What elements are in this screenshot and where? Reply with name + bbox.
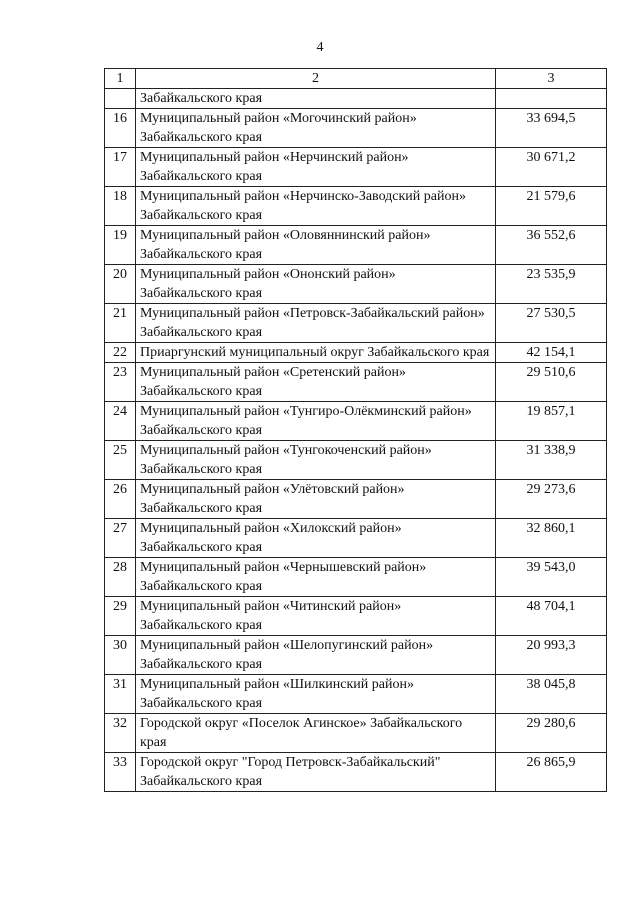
page-number: 4 <box>316 40 324 55</box>
municipality-name: Муниципальный район «Тунгиро-Олёкминский район» Забайкальского края <box>136 402 496 441</box>
continuation-row <box>105 89 607 109</box>
table-row <box>105 402 607 441</box>
row-number: 19 <box>105 226 136 265</box>
amount-value: 23 535,9 <box>496 265 607 304</box>
row-number: 29 <box>105 597 136 636</box>
row-number: 30 <box>105 636 136 675</box>
column-header-3: 3 <box>496 69 607 89</box>
table-header-row <box>105 69 607 89</box>
table-row <box>105 558 607 597</box>
municipality-name: Муниципальный район «Улётовский район» Забайкальского края <box>136 480 496 519</box>
amount-value: 36 552,6 <box>496 226 607 265</box>
municipality-name: Городской округ «Поселок Агинское» Забайкальского края <box>136 714 496 753</box>
table-row <box>105 265 607 304</box>
municipality-name: Муниципальный район «Чернышевский район» Забайкальского края <box>136 558 496 597</box>
table-row <box>105 519 607 558</box>
row-number: 16 <box>105 109 136 148</box>
municipality-name: Муниципальный район «Шилкинский район» Забайкальского края <box>136 675 496 714</box>
municipality-name: Городской округ "Город Петровск-Забайкальский" Забайкальского края <box>136 753 496 792</box>
table-row <box>105 675 607 714</box>
municipality-name: Муниципальный район «Нерчинско-Заводский район» Забайкальского края <box>136 187 496 226</box>
municipality-name: Муниципальный район «Могочинский район» Забайкальского края <box>136 109 496 148</box>
table-row <box>105 363 607 402</box>
table-row <box>105 441 607 480</box>
municipality-name: Муниципальный район «Хилокский район» Забайкальского края <box>136 519 496 558</box>
table-row <box>105 480 607 519</box>
budget-table <box>104 68 607 792</box>
amount-value: 29 510,6 <box>496 363 607 402</box>
row-number: 21 <box>105 304 136 343</box>
table-row <box>105 187 607 226</box>
row-number: 17 <box>105 148 136 187</box>
row-number: 28 <box>105 558 136 597</box>
row-number: 23 <box>105 363 136 402</box>
amount-value: 42 154,1 <box>496 343 607 363</box>
continuation-name-cell: Забайкальского края <box>136 89 496 109</box>
row-number: 27 <box>105 519 136 558</box>
amount-value: 29 273,6 <box>496 480 607 519</box>
amount-value: 21 579,6 <box>496 187 607 226</box>
continuation-num-cell <box>105 89 136 109</box>
table-row <box>105 343 607 363</box>
table-row <box>105 226 607 265</box>
municipality-name: Муниципальный район «Тунгокоченский район» Забайкальского края <box>136 441 496 480</box>
row-number: 31 <box>105 675 136 714</box>
table-row <box>105 304 607 343</box>
row-number: 24 <box>105 402 136 441</box>
municipality-name: Муниципальный район «Сретенский район» Забайкальского края <box>136 363 496 402</box>
amount-value: 29 280,6 <box>496 714 607 753</box>
municipality-name: Муниципальный район «Читинский район» Забайкальского края <box>136 597 496 636</box>
amount-value: 33 694,5 <box>496 109 607 148</box>
municipality-name: Муниципальный район «Нерчинский район» Забайкальского края <box>136 148 496 187</box>
table-body <box>105 69 607 792</box>
table-row <box>105 597 607 636</box>
table-row <box>105 714 607 753</box>
amount-value: 39 543,0 <box>496 558 607 597</box>
table-row <box>105 109 607 148</box>
row-number: 32 <box>105 714 136 753</box>
column-header-1: 1 <box>105 69 136 89</box>
amount-value: 48 704,1 <box>496 597 607 636</box>
amount-value: 20 993,3 <box>496 636 607 675</box>
amount-value: 26 865,9 <box>496 753 607 792</box>
amount-value: 38 045,8 <box>496 675 607 714</box>
row-number: 22 <box>105 343 136 363</box>
table-row <box>105 636 607 675</box>
amount-value: 27 530,5 <box>496 304 607 343</box>
row-number: 26 <box>105 480 136 519</box>
municipality-name: Приаргунский муниципальный округ Забайкальского края <box>136 343 496 363</box>
continuation-value-cell <box>496 89 607 109</box>
column-header-2: 2 <box>136 69 496 89</box>
row-number: 18 <box>105 187 136 226</box>
row-number: 20 <box>105 265 136 304</box>
amount-value: 31 338,9 <box>496 441 607 480</box>
amount-value: 32 860,1 <box>496 519 607 558</box>
amount-value: 19 857,1 <box>496 402 607 441</box>
municipality-name: Муниципальный район «Шелопугинский район» Забайкальского края <box>136 636 496 675</box>
amount-value: 30 671,2 <box>496 148 607 187</box>
municipality-name: Муниципальный район «Ононский район» Забайкальского края <box>136 265 496 304</box>
municipality-name: Муниципальный район «Петровск-Забайкальский район» Забайкальского края <box>136 304 496 343</box>
row-number: 33 <box>105 753 136 792</box>
row-number: 25 <box>105 441 136 480</box>
municipality-name: Муниципальный район «Оловяннинский район» Забайкальского края <box>136 226 496 265</box>
table-row <box>105 148 607 187</box>
table-row <box>105 753 607 792</box>
